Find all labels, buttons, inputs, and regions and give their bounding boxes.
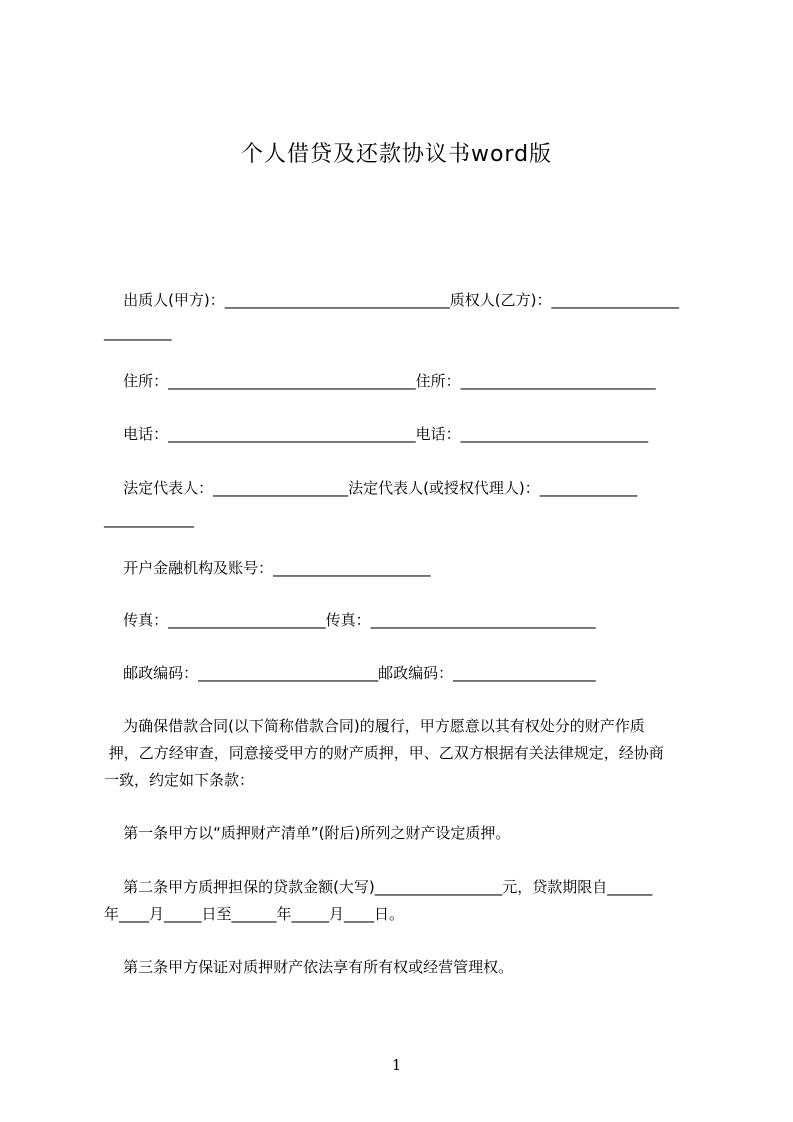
article-3: 第三条甲方保证对质押财产依法享有所有权或经营管理权。: [104, 958, 514, 976]
article-2-line-1: 第二条甲方质押担保的贷款金额(大写)_________________元，贷款期限自______: [104, 878, 653, 896]
intro-paragraph-line-1: 为确保借款合同(以下简称借款合同)的履行，甲方愿意以其有权处分的财产作质: [104, 717, 645, 735]
intro-paragraph-line-2: 押，乙方经审查，同意接受甲方的财产质押，甲、乙双方根据有关法律规定，经协商: [104, 744, 664, 762]
intro-paragraph-line-3: 一致，约定如下条款：: [104, 771, 255, 789]
page-number: 1: [391, 1056, 402, 1074]
document-title: 个人借贷及还款协议书word版: [240, 142, 553, 167]
bank-account-line: 开户金融机构及账号：_____________________: [104, 559, 431, 577]
fax-line: 传真：_____________________传真：______________________________: [104, 611, 596, 629]
article-2-line-2: 年____月_____日至______年_____月____日。: [104, 905, 405, 923]
pledgor-line: 出质人(甲方)：______________________________质权人(乙方)：_________________: [104, 291, 679, 309]
address-line: 住所：_________________________________住所：__________________________: [104, 372, 656, 390]
legal-rep-line-cont: ____________: [104, 510, 194, 528]
pledgor-line-cont: _________: [104, 323, 172, 341]
postal-code-line: 邮政编码：________________________邮政编码：___________________: [104, 664, 596, 682]
legal-rep-line: 法定代表人：__________________法定代表人(或授权代理人)：_____________: [104, 479, 638, 497]
phone-line: 电话：_________________________________电话：_________________________: [104, 425, 649, 443]
article-1: 第一条甲方以“质押财产清单”(附后)所列之财产设定质押。: [104, 824, 511, 842]
